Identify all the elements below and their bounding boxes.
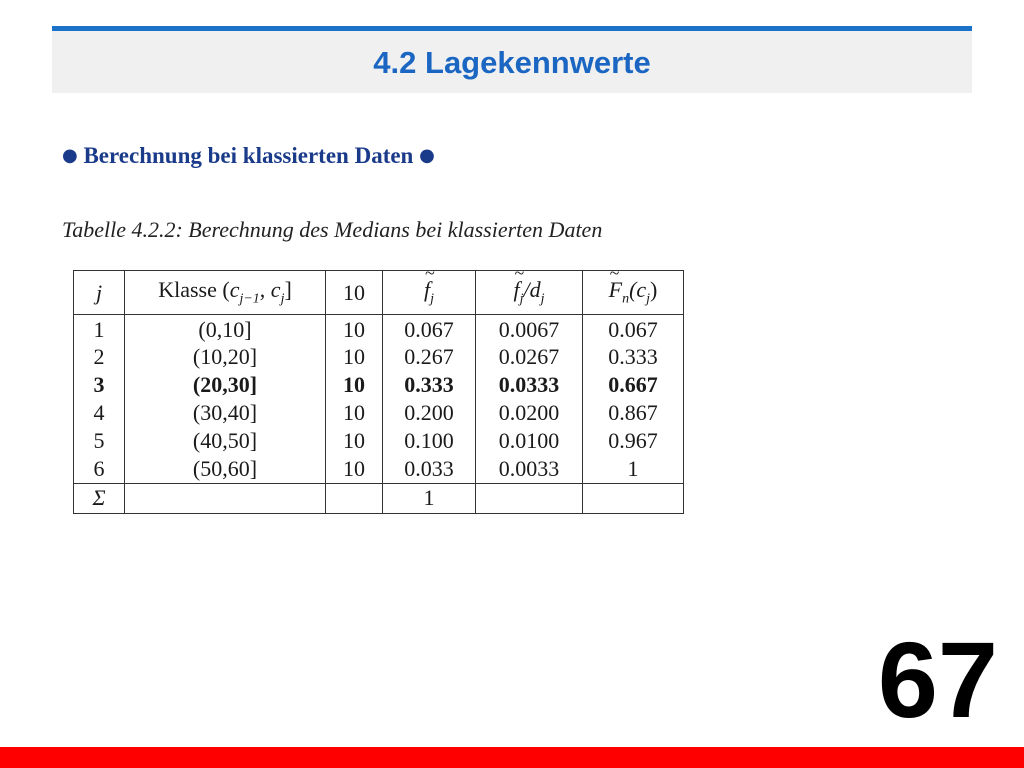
header-F-close: ) xyxy=(650,277,658,303)
cell-f: 0.267 xyxy=(383,343,476,371)
header-F xyxy=(583,271,684,315)
table-row xyxy=(74,455,684,483)
cell-f: 0.067 xyxy=(383,315,476,344)
section-heading xyxy=(62,143,435,169)
cell-fd: 0.0267 xyxy=(476,343,583,371)
header-F-paren: (c xyxy=(629,277,647,303)
cell-F: 0.967 xyxy=(583,427,684,455)
cell-n: 10 xyxy=(326,371,383,399)
cell-fd: 0.0033 xyxy=(476,455,583,483)
cell-F: 0.867 xyxy=(583,399,684,427)
cell-sum-empty xyxy=(125,483,326,513)
table-row xyxy=(74,399,684,427)
header-f-sub: j xyxy=(430,291,434,307)
section-heading-text: Berechnung bei klassierten Daten xyxy=(83,143,414,168)
cell-klasse: (50,60] xyxy=(125,455,326,483)
header-klasse-c2: c xyxy=(270,277,281,303)
cell-klasse: (10,20] xyxy=(125,343,326,371)
cell-j: 1 xyxy=(74,315,125,344)
header-f-over-d xyxy=(476,271,583,315)
table-row xyxy=(74,427,684,455)
header-f-symbol: ~ f xyxy=(424,277,430,303)
header-klasse-c1: c xyxy=(229,277,240,303)
cell-sum-empty xyxy=(583,483,684,513)
header-f xyxy=(383,271,476,315)
cell-f: 0.033 xyxy=(383,455,476,483)
cell-F: 0.667 xyxy=(583,371,684,399)
cell-F: 0.333 xyxy=(583,343,684,371)
cell-F: 0.067 xyxy=(583,315,684,344)
header-ten: 10 xyxy=(326,271,383,315)
cell-klasse: (30,40] xyxy=(125,399,326,427)
cell-fd: 0.0333 xyxy=(476,371,583,399)
slide-header xyxy=(52,31,972,93)
cell-f: 0.200 xyxy=(383,399,476,427)
slide-title: 4.2 Lagekennwerte xyxy=(373,45,651,80)
header-klasse-close: ] xyxy=(284,277,292,303)
header-F-symbol: ~ F xyxy=(609,277,622,303)
table-caption: Tabelle 4.2.2: Berechnung des Medians bei klassierten Daten xyxy=(62,217,603,242)
cell-n: 10 xyxy=(326,315,383,344)
cell-n: 10 xyxy=(326,455,383,483)
cell-f: 0.333 xyxy=(383,371,476,399)
bullet-icon: ● xyxy=(62,145,78,166)
bullet-icon-end: ● xyxy=(419,145,435,166)
cell-j: 4 xyxy=(74,399,125,427)
table-sum-row xyxy=(74,483,684,513)
cell-sum-empty xyxy=(326,483,383,513)
header-F-sub: n xyxy=(622,291,630,307)
table-row xyxy=(74,343,684,371)
cell-sum-label: Σ xyxy=(74,483,125,513)
header-fd-slash: /d xyxy=(523,277,541,303)
cell-klasse: (0,10] xyxy=(125,315,326,344)
table-row-median xyxy=(74,371,684,399)
header-fd-sub: j xyxy=(519,291,524,307)
cell-n: 10 xyxy=(326,343,383,371)
median-table xyxy=(73,270,684,514)
table-header-row xyxy=(74,271,684,315)
cell-F: 1 xyxy=(583,455,684,483)
header-klasse-comma: , xyxy=(259,277,271,303)
header-klasse-sub2: j xyxy=(280,291,285,307)
header-klasse-sub1: j−1 xyxy=(239,291,260,307)
cell-fd: 0.0100 xyxy=(476,427,583,455)
header-j: j xyxy=(74,271,125,315)
cell-j: 3 xyxy=(74,371,125,399)
header-fd-symbol: ~ f xyxy=(513,277,519,303)
cell-j: 5 xyxy=(74,427,125,455)
cell-klasse: (40,50] xyxy=(125,427,326,455)
cell-klasse: (20,30] xyxy=(125,371,326,399)
cell-f: 0.100 xyxy=(383,427,476,455)
cell-j: 2 xyxy=(74,343,125,371)
cell-fd: 0.0200 xyxy=(476,399,583,427)
header-fd-sub2: j xyxy=(540,291,545,307)
cell-n: 10 xyxy=(326,399,383,427)
header-klasse-label: Klasse ( xyxy=(158,277,230,303)
cell-fd: 0.0067 xyxy=(476,315,583,344)
cell-sum-f: 1 xyxy=(383,483,476,513)
header-klasse xyxy=(125,271,326,315)
cell-n: 10 xyxy=(326,427,383,455)
slide-page-number: 67 xyxy=(877,619,998,740)
header-F-sub2: j xyxy=(646,291,651,307)
footer-red-bar xyxy=(0,747,1024,768)
table-row xyxy=(74,315,684,344)
cell-sum-empty xyxy=(476,483,583,513)
cell-j: 6 xyxy=(74,455,125,483)
